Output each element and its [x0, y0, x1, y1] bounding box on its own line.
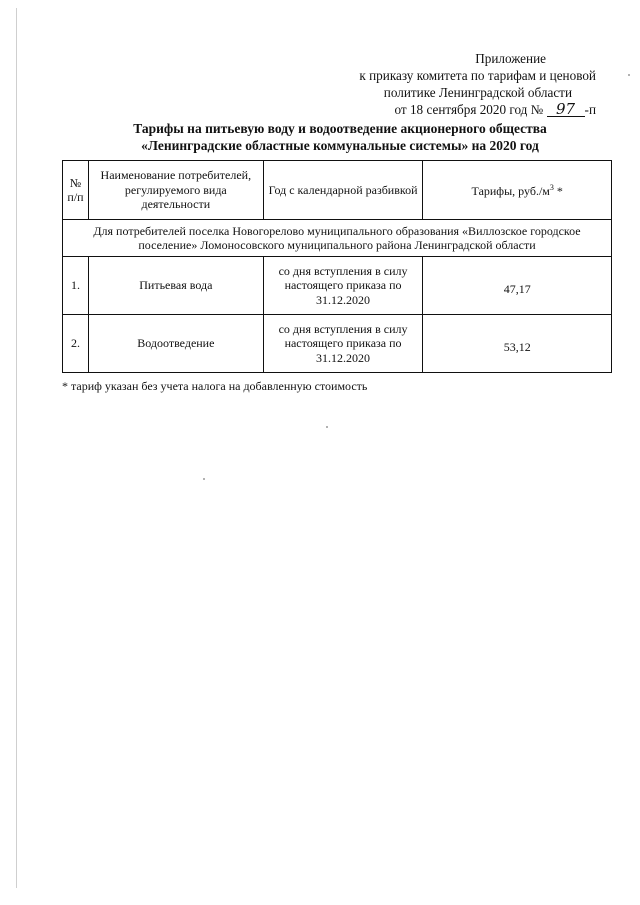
scan-speck: [326, 426, 328, 428]
table-group-row: [63, 220, 612, 257]
title-line-2: «Ленинградские областные коммунальные системы» на 2020 год: [141, 138, 539, 153]
title-line-1: Тарифы на питьевую воду и водоотведение акционерного общества: [133, 121, 547, 136]
document-title: [90, 120, 590, 154]
appendix-committee: политике Ленинградской области: [383, 85, 572, 100]
row-name: Питьевая вода: [88, 257, 263, 315]
appendix-title: Приложение: [475, 51, 546, 66]
row-name: Водоотведение: [88, 315, 263, 373]
row-num: 1.: [63, 257, 89, 315]
consumer-group-label: Для потребителей поселка Новогорелово муниципального образования «Виллозское городское поселение» Ломоносовского муниципального района Ленинградской области: [63, 220, 612, 257]
col-header-consumer: Наименование потребителей, регулируемого вида деятельности: [88, 161, 263, 220]
order-suffix: -п: [584, 102, 596, 117]
row-period: со дня вступления в силу настоящего приказа по 31.12.2020: [263, 257, 423, 315]
scan-margin-line: [16, 8, 17, 888]
tariff-table: [62, 160, 612, 373]
appendix-date: от 18 сентября 2020 год №: [394, 102, 544, 117]
table-row: [63, 315, 612, 373]
appendix-header: [359, 50, 596, 118]
col-header-year: Год с календарной разбивкой: [263, 161, 423, 220]
row-tariff: 53,12: [423, 315, 612, 373]
row-tariff: 47,17: [423, 257, 612, 315]
row-num: 2.: [63, 315, 89, 373]
scan-speck: [628, 74, 630, 76]
table-row: [63, 257, 612, 315]
col-header-num: № п/п: [63, 161, 89, 220]
footnote: * тариф указан без учета налога на добавленную стоимость: [62, 379, 368, 393]
row-period: со дня вступления в силу настоящего приказа по 31.12.2020: [263, 315, 423, 373]
scan-speck: [203, 478, 205, 480]
col-header-tariff: Тарифы, $руб./м^3$ *: [423, 161, 612, 220]
table-header-row: [63, 161, 612, 220]
appendix-date-line: [359, 101, 596, 118]
appendix-order-ref: к приказу комитета по тарифам и ценовой: [359, 68, 596, 83]
order-number: 97: [547, 102, 585, 117]
